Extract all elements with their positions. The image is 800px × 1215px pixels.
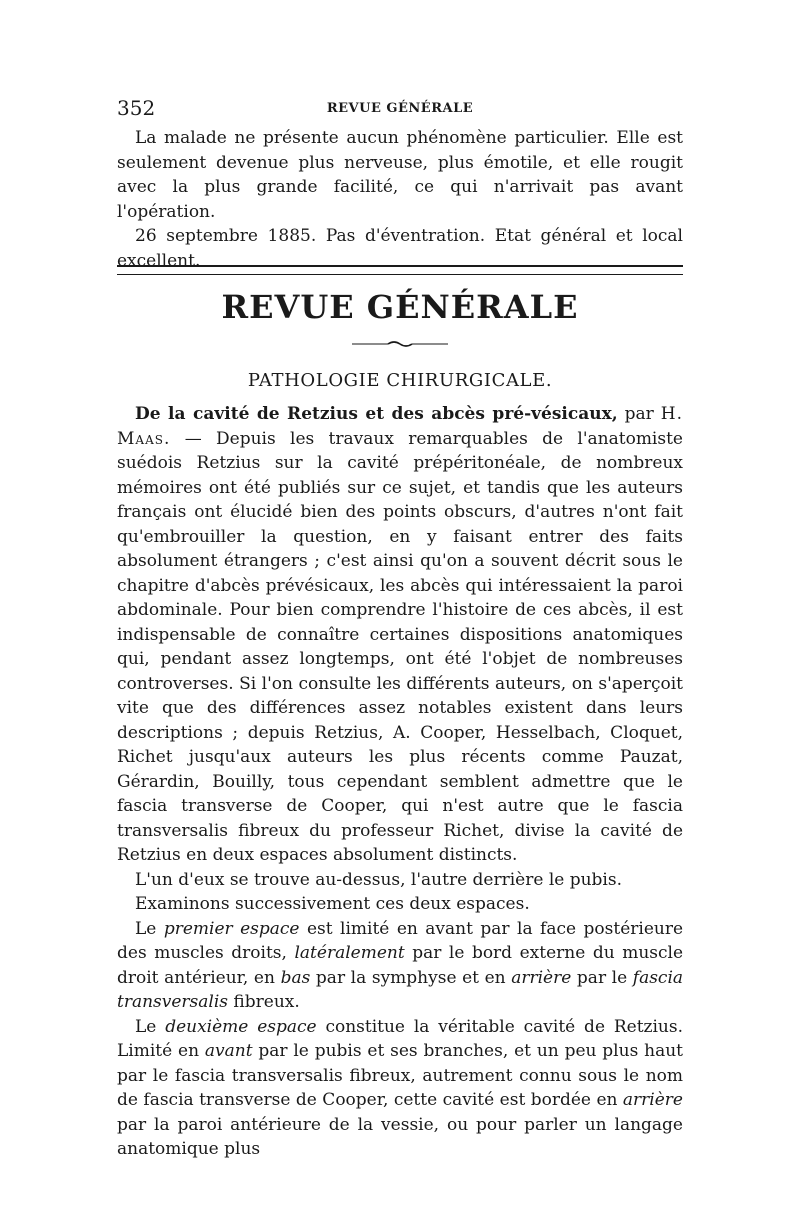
p5-emphasis-arriere: arrière: [622, 1090, 683, 1110]
p5-text-4: par la paroi antérieure de la vessie, ou pour parler un langage anatomique plus: [117, 1114, 683, 1159]
continuation-paragraph-1: La malade ne présente aucun phénomène particulier. Elle est seulement devenue plus nerveuse, plus émotile, et elle rougit avec la plus grande facilité, ce qui n'arrivait pas avant l'opération.: [117, 128, 683, 222]
page-number: 352: [117, 96, 156, 120]
p5-emphasis-avant: avant: [204, 1041, 253, 1061]
p4-text-3: par le bord externe du muscle droit antérieur, en: [117, 943, 684, 988]
article-paragraph-2: L'un d'eux se trouve au-dessus, l'autre derrière le pubis.: [135, 869, 622, 890]
article-paragraph-3: Examinons successivement ces deux espaces.: [135, 894, 530, 914]
article-body: [117, 402, 683, 1162]
p5-text-1: Le: [135, 1016, 157, 1037]
p4-emphasis-bas: bas: [280, 967, 311, 988]
p4-emphasis-lateralement: latéralement: [294, 943, 405, 963]
p4-text-4: par la symphyse et en: [315, 967, 506, 988]
article-paragraph-1-text: — Depuis les travaux remarquables de l'anatomiste suédois Retzius sur la cavité prépéritonéale, de nombreux mémoires ont été publiés sur ce sujet, et tandis que les auteurs français ont élucidé bien des points obscurs, d'autres n'ont fait qu'embrouiller la question, en y faisant entrer des faits absolument étrangers ; c'est ainsi qu'on a souvent décrit sous le chapitre d'abcès prévésicaux, les abcès qui intéressaient la paroi abdominale. Pour bien comprendre l'histoire de ces abcès, il est indispensable de connaître certaines dispositions anatomiques qui, pendant assez longtemps, ont été l'objet de nombreuses controverses. Si l'on consulte les différents auteurs, on s'aperçoit vite que des différences assez notables existent dans leurs descriptions ; depuis Retzius, A. Cooper, Hesselbach, Cloquet, Richet jusqu'aux auteurs les plus récents comme Pauzat, Gérardin, Bouilly, tous cependant semblent admettre que le fascia transverse de Cooper, qui n'est autre que le fascia transversalis fibreux du professeur Richet, divise la cavité de Retzius en deux espaces absolument distincts.: [117, 428, 683, 865]
subsection-title: PATHOLOGIE CHIRURGICALE.: [247, 370, 553, 391]
continuation-text: [117, 126, 683, 273]
article-author: H. Maas.: [117, 404, 684, 449]
p4-text-5: par le: [576, 967, 628, 988]
p4-emphasis-premier-espace: premier espace: [163, 918, 300, 939]
p5-emphasis-deuxieme-espace: deuxième espace: [165, 1016, 317, 1037]
author-name-first: M: [117, 428, 136, 449]
continuation-paragraph-2: 26 septembre 1885. Pas d'éventration. Etat général et local excellent.: [117, 226, 683, 271]
p4-emphasis-arriere: arrière: [511, 967, 572, 988]
p5-text-3: par le pubis et ses branches, et un peu plus haut par le fascia transversalis fibreux, autrement connu sous le nom de fascia transverse de Cooper, cette cavité est bordée en: [117, 1041, 683, 1110]
p4-emphasis-fascia: fascia transversalis: [117, 967, 684, 1012]
article-by: par: [624, 404, 654, 424]
running-head: [117, 96, 683, 126]
p4-text-6: fibreux.: [233, 992, 300, 1012]
section-title: REVUE GÉNÉRALE: [221, 288, 579, 326]
section-divider: [117, 265, 683, 275]
article-paragraph-1: [117, 402, 683, 868]
ornament-flourish: [352, 340, 448, 348]
p4-text-2: est limité en avant par la face postérieure des muscles droits,: [117, 918, 684, 963]
p5-text-2: constitue la véritable cavité de Retzius. Limité en: [117, 1016, 684, 1061]
running-title: REVUE GÉNÉRALE: [326, 101, 474, 116]
author-initial: H.: [660, 404, 684, 424]
author-name-rest: aas: [135, 428, 164, 449]
article-paragraph-4: [117, 917, 683, 1015]
article-paragraph-5: [117, 1015, 683, 1162]
p4-text-1: Le: [135, 918, 157, 939]
article-title: De la cavité de Retzius et des abcès pré-vésicaux,: [135, 404, 618, 424]
